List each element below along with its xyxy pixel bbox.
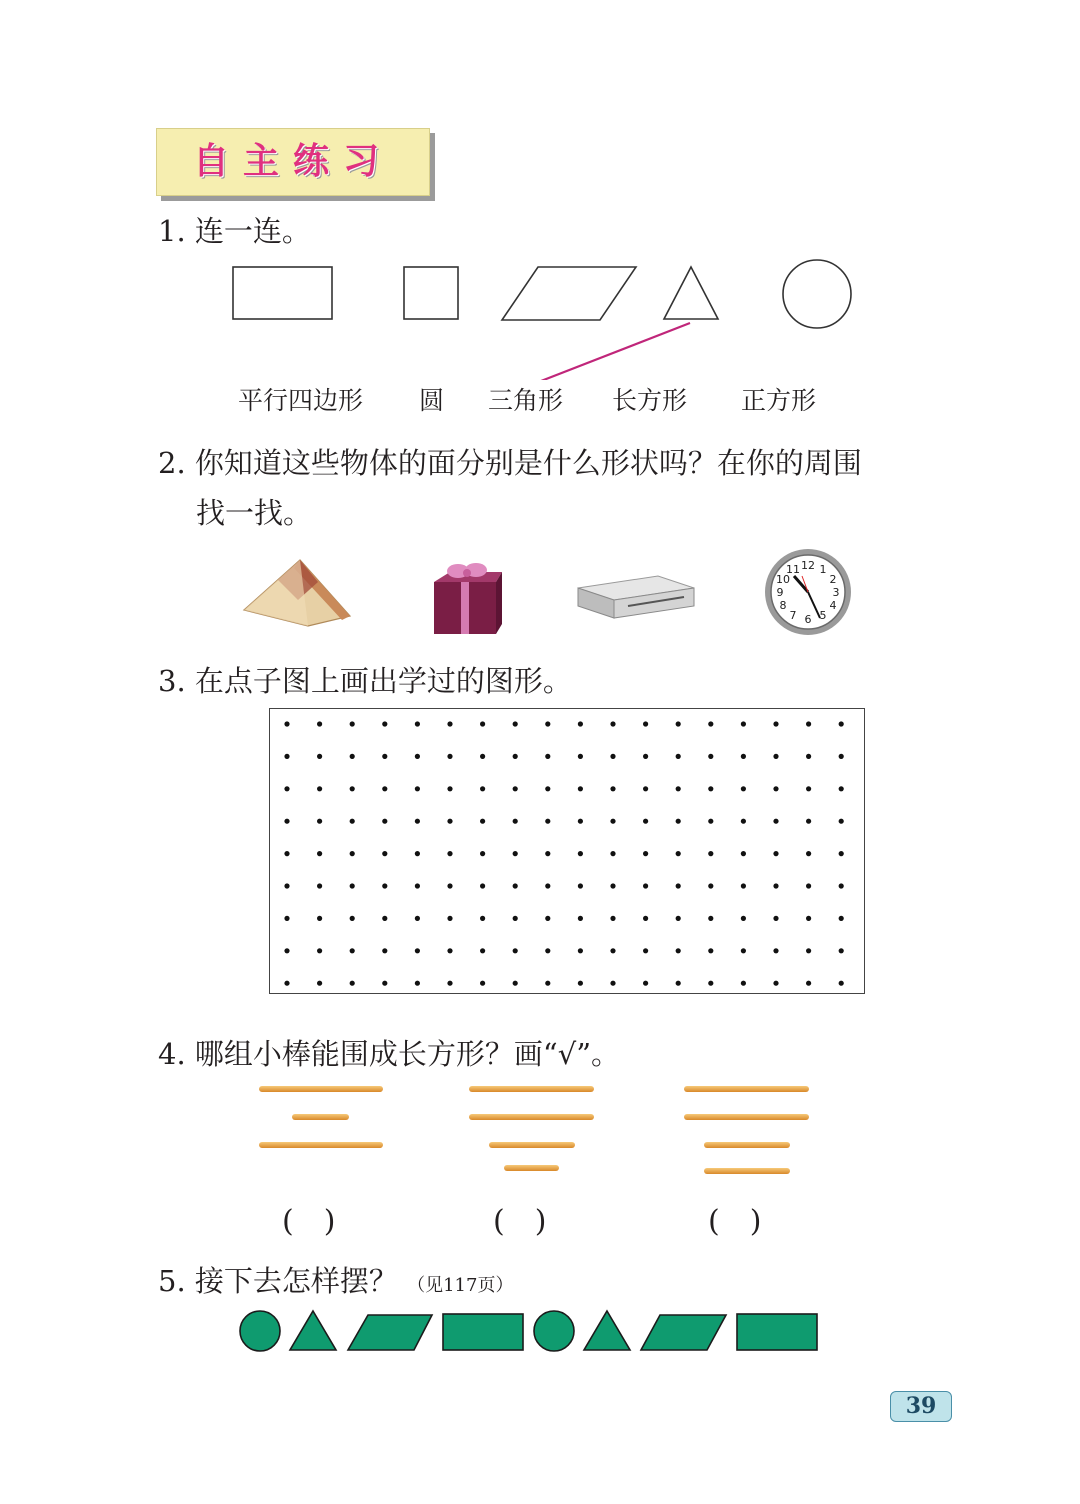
grid-dot (643, 721, 648, 726)
grid-dot (382, 786, 387, 791)
page-number: 39 (890, 1391, 952, 1422)
stick-group-2 (469, 1086, 594, 1171)
grid-dot (480, 948, 485, 953)
grid-dot (415, 819, 420, 824)
grid-dot (708, 916, 713, 921)
grid-dot (773, 819, 778, 824)
dvd-player-image (574, 574, 698, 622)
grid-dot (382, 916, 387, 921)
grid-dot (480, 754, 485, 759)
grid-dot (643, 916, 648, 921)
grid-dot (773, 948, 778, 953)
grid-dot (415, 948, 420, 953)
label-square: 正方形 (741, 386, 817, 415)
grid-dot (317, 883, 322, 888)
grid-dot (284, 721, 289, 726)
grid-dot (317, 819, 322, 824)
grid-dot (676, 819, 681, 824)
grid-dot (382, 721, 387, 726)
grid-dot (676, 916, 681, 921)
grid-dot (545, 786, 550, 791)
grid-dot (447, 786, 452, 791)
grid-dot (610, 754, 615, 759)
grid-dot (839, 948, 844, 953)
grid-dot (741, 948, 746, 953)
grid-dot (317, 981, 322, 986)
grid-dot (806, 948, 811, 953)
grid-dot (545, 754, 550, 759)
grid-dot (578, 916, 583, 921)
grid-dot (741, 851, 746, 856)
label-parallelogram: 平行四边形 (238, 386, 364, 415)
grid-dot (284, 754, 289, 759)
svg-text:6: 6 (804, 613, 812, 626)
grid-dot (773, 786, 778, 791)
grid-dot (578, 721, 583, 726)
grid-dot (284, 916, 289, 921)
grid-dot (741, 721, 746, 726)
grid-dot (741, 819, 746, 824)
grid-dot (610, 883, 615, 888)
grid-dot (545, 916, 550, 921)
answer-paren-2: ( ) (493, 1204, 547, 1239)
grid-dot (708, 754, 713, 759)
grid-dot (382, 883, 387, 888)
grid-dot (382, 981, 387, 986)
q1-shapes (0, 250, 1080, 380)
svg-text:5: 5 (819, 609, 827, 622)
question-1: 1. 连一连。 (158, 214, 311, 248)
pattern-rectangle (443, 1314, 523, 1350)
grid-dot (480, 916, 485, 921)
grid-dot (643, 851, 648, 856)
grid-dot (676, 981, 681, 986)
grid-dot (806, 819, 811, 824)
grid-dot (284, 786, 289, 791)
dot-grid-frame (269, 708, 865, 994)
grid-dot (382, 819, 387, 824)
pattern-triangle (290, 1311, 336, 1350)
grid-dot (447, 851, 452, 856)
svg-text:4: 4 (829, 599, 837, 612)
grid-dot (806, 883, 811, 888)
svg-text:3: 3 (832, 586, 840, 599)
grid-dot (513, 883, 518, 888)
svg-text:2: 2 (829, 573, 837, 586)
grid-dot (676, 851, 681, 856)
grid-dot (643, 883, 648, 888)
parallelogram-shape (502, 267, 636, 320)
grid-dot (317, 786, 322, 791)
connector-line (541, 323, 690, 380)
grid-dot (350, 981, 355, 986)
grid-dot (610, 916, 615, 921)
grid-dot (415, 916, 420, 921)
pattern-parallelogram (348, 1315, 432, 1350)
grid-dot (708, 786, 713, 791)
grid-dot (806, 916, 811, 921)
grid-dot (806, 721, 811, 726)
grid-dot (480, 981, 485, 986)
rectangle-shape (233, 267, 332, 319)
grid-dot (610, 851, 615, 856)
grid-dot (513, 754, 518, 759)
stick-groups (0, 1074, 1080, 1184)
label-triangle: 三角形 (488, 386, 564, 415)
grid-dot (545, 948, 550, 953)
grid-dot (284, 883, 289, 888)
grid-dot (350, 754, 355, 759)
grid-dot (513, 981, 518, 986)
pattern-parallelogram (641, 1315, 726, 1350)
grid-dot (447, 754, 452, 759)
grid-dot (839, 754, 844, 759)
grid-dot (773, 981, 778, 986)
grid-dot (578, 948, 583, 953)
grid-dot (513, 948, 518, 953)
sandwich-image (238, 556, 354, 630)
grid-dot (513, 721, 518, 726)
label-rectangle: 长方形 (612, 386, 688, 415)
svg-text:10: 10 (776, 573, 790, 586)
grid-dot (350, 819, 355, 824)
circle-shape (783, 260, 851, 328)
grid-dot (610, 948, 615, 953)
grid-dot (382, 851, 387, 856)
grid-dot (610, 721, 615, 726)
grid-dot (415, 851, 420, 856)
grid-dot (741, 754, 746, 759)
gift-box-image (428, 560, 504, 638)
grid-dot (708, 851, 713, 856)
stick-group-1 (259, 1086, 383, 1148)
grid-dot (447, 721, 452, 726)
grid-dot (610, 786, 615, 791)
grid-dot (643, 786, 648, 791)
grid-dot (317, 754, 322, 759)
grid-dot (513, 819, 518, 824)
grid-dot (415, 981, 420, 986)
svg-text:8: 8 (779, 599, 787, 612)
grid-dot (447, 981, 452, 986)
pattern-circle (240, 1311, 280, 1351)
grid-dot (773, 851, 778, 856)
grid-dot (480, 721, 485, 726)
grid-dot (415, 721, 420, 726)
grid-dot (643, 754, 648, 759)
grid-dot (578, 819, 583, 824)
grid-dot (284, 851, 289, 856)
grid-dot (676, 721, 681, 726)
grid-dot (773, 754, 778, 759)
triangle-shape (664, 267, 718, 319)
grid-dot (578, 786, 583, 791)
grid-dot (708, 819, 713, 824)
grid-dot (513, 786, 518, 791)
grid-dot (839, 721, 844, 726)
grid-dot (676, 948, 681, 953)
grid-dot (284, 948, 289, 953)
grid-dot (676, 883, 681, 888)
grid-dot (839, 851, 844, 856)
grid-dot (806, 981, 811, 986)
question-2-line1: 2. 你知道这些物体的面分别是什么形状吗？在你的周围 (158, 446, 862, 480)
pattern-rectangle (737, 1314, 817, 1350)
shape-pattern (0, 1300, 1080, 1360)
pattern-triangle (584, 1311, 630, 1350)
grid-dot (415, 883, 420, 888)
grid-dot (513, 851, 518, 856)
grid-dot (643, 819, 648, 824)
grid-dot (741, 916, 746, 921)
grid-dot (447, 948, 452, 953)
grid-dot (708, 883, 713, 888)
grid-dot (447, 883, 452, 888)
section-banner (156, 128, 430, 196)
grid-dot (545, 981, 550, 986)
section-title: 自主练习 (192, 141, 393, 182)
grid-dot (578, 851, 583, 856)
grid-dot (806, 851, 811, 856)
grid-dot (317, 948, 322, 953)
svg-text:9: 9 (776, 586, 784, 599)
grid-dot (513, 916, 518, 921)
grid-dot (284, 981, 289, 986)
grid-dot (839, 786, 844, 791)
grid-dot (480, 786, 485, 791)
grid-dot (382, 754, 387, 759)
grid-dot (839, 981, 844, 986)
svg-text:1: 1 (819, 563, 827, 576)
grid-dot (447, 819, 452, 824)
question-5-note: （见117页） (407, 1275, 514, 1296)
question-5: 5. 接下去怎样摆？ (158, 1264, 398, 1298)
grid-dot (480, 819, 485, 824)
stick-group-3 (684, 1086, 809, 1174)
pattern-circle (534, 1311, 574, 1351)
grid-dot (708, 721, 713, 726)
grid-dot (839, 819, 844, 824)
label-circle: 圆 (419, 386, 445, 415)
grid-dot (480, 851, 485, 856)
grid-dot (773, 916, 778, 921)
grid-dot (806, 786, 811, 791)
question-3: 3. 在点子图上画出学过的图形。 (158, 664, 572, 698)
grid-dot (350, 883, 355, 888)
grid-dot (708, 948, 713, 953)
svg-text:11: 11 (786, 563, 800, 576)
grid-dot (578, 981, 583, 986)
grid-dot (350, 721, 355, 726)
grid-dot (610, 981, 615, 986)
grid-dot (317, 916, 322, 921)
grid-dot (480, 883, 485, 888)
grid-dot (643, 981, 648, 986)
grid-dot (741, 883, 746, 888)
grid-dot (773, 721, 778, 726)
grid-dot (839, 916, 844, 921)
grid-dot (773, 883, 778, 888)
svg-text:12: 12 (801, 559, 815, 572)
grid-dot (350, 851, 355, 856)
grid-dot (317, 851, 322, 856)
grid-dot (350, 948, 355, 953)
grid-dot (415, 786, 420, 791)
grid-dot (676, 786, 681, 791)
grid-dot (806, 754, 811, 759)
grid-dot (708, 981, 713, 986)
grid-dot (545, 851, 550, 856)
grid-dot (284, 819, 289, 824)
square-shape (404, 267, 458, 319)
answer-paren-3: ( ) (708, 1204, 762, 1239)
grid-dot (578, 754, 583, 759)
grid-dot (839, 883, 844, 888)
grid-dot (643, 948, 648, 953)
grid-dot (415, 754, 420, 759)
grid-dot (676, 754, 681, 759)
dot-grid (270, 709, 863, 992)
wall-clock-image (762, 546, 854, 638)
grid-dot (545, 883, 550, 888)
grid-dot (350, 916, 355, 921)
grid-dot (741, 786, 746, 791)
grid-dot (610, 819, 615, 824)
grid-dot (317, 721, 322, 726)
grid-dot (447, 916, 452, 921)
svg-text:7: 7 (789, 609, 797, 622)
question-4: 4. 哪组小棒能围成长方形？画“√”。 (158, 1037, 621, 1071)
grid-dot (545, 721, 550, 726)
question-2-line2: 找一找。 (196, 496, 313, 530)
grid-dot (578, 883, 583, 888)
grid-dot (545, 819, 550, 824)
grid-dot (350, 786, 355, 791)
answer-paren-1: ( ) (282, 1204, 336, 1239)
grid-dot (382, 948, 387, 953)
grid-dot (741, 981, 746, 986)
